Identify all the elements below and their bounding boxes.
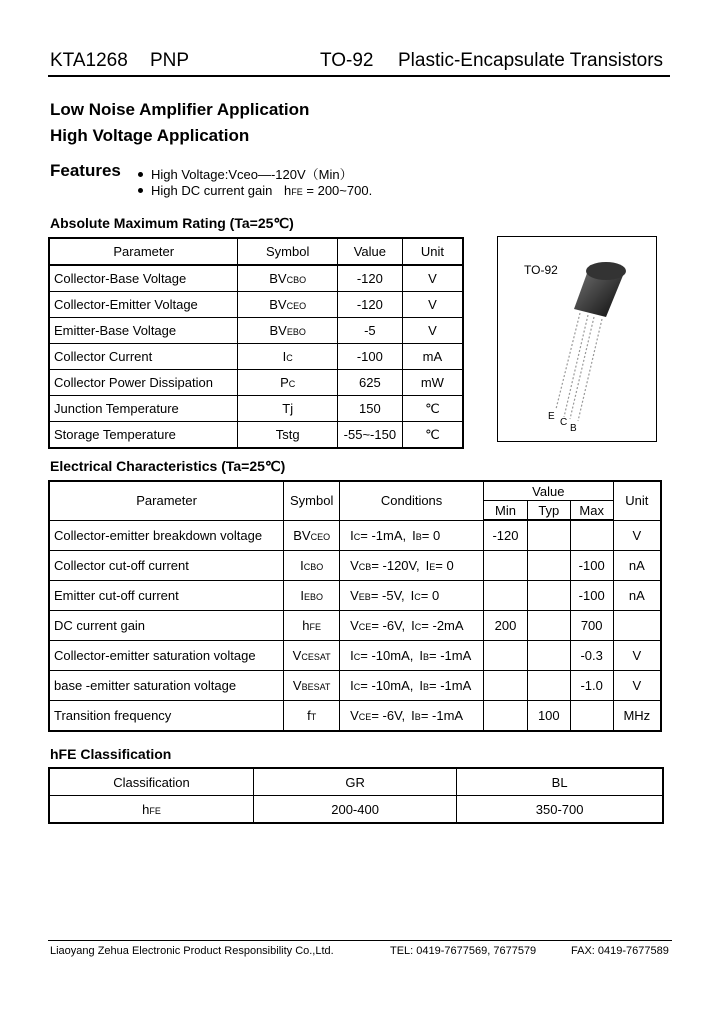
condition-part: V [350,588,359,603]
header-description: Plastic-Encapsulate Transistors [398,50,664,71]
value-cell: -55~-150 [337,422,402,449]
col-bl: BL [457,768,663,796]
unit-cell: V [402,318,463,344]
symbol-cell [284,611,340,641]
header-rule [48,75,670,77]
abs-max-title: Absolute Maximum Rating (Ta=25℃) [50,215,294,231]
col-parameter: Parameter [49,481,284,520]
max-cell [570,520,613,551]
param-cell: Transition frequency [49,701,284,732]
condition-part: V [350,558,359,573]
table-row [49,671,661,701]
symbol-cell [284,551,340,581]
symbol-cell [238,292,337,318]
min-cell [484,551,528,581]
symbol-main: BV [269,271,287,286]
footer-rule [48,940,672,941]
unit-cell: V [613,641,661,671]
symbol-cell [284,701,340,732]
symbol-main: BV [269,323,287,338]
value-cell: -5 [337,318,402,344]
condition-part: B [415,531,422,542]
condition-part: I [411,708,415,723]
unit-cell: nA [613,581,661,611]
param-cell: Storage Temperature [49,422,238,449]
symbol-sub: FE [309,622,322,632]
col-min: Min [484,501,528,521]
symbol-main: V [292,648,302,663]
col-unit: Unit [402,238,463,265]
condition-part: = -1mA [420,708,464,723]
table-row [49,581,661,611]
param-cell: base -emitter saturation voltage [49,671,284,701]
hfe-title: hFE Classification [50,746,172,762]
condition-part: C [353,652,361,662]
table-row [49,611,661,641]
value-cell: -120 [337,292,402,318]
package-name: TO-92 [320,50,374,71]
table-row [49,318,463,344]
max-cell: -100 [570,581,613,611]
symbol-main: I [300,588,304,603]
table-header-row [49,481,661,501]
max-cell: -0.3 [570,641,613,671]
conditions-cell [340,611,484,641]
typ-cell [527,671,570,701]
package-drawing [497,236,657,442]
footer-fax: FAX: 0419-7677589 [571,945,669,957]
col-parameter: Parameter [49,238,238,265]
bullet-icon [138,172,143,177]
symbol-sub: C [288,379,296,389]
max-cell: 700 [570,611,613,641]
condition-part: = -5V, [370,588,405,603]
param-cell: Collector Current [49,344,238,370]
footer-company: Liaoyang Zehua Electronic Product Responsibility Co.,Ltd. [50,945,334,957]
condition-part: V [350,708,359,723]
param-cell: Emitter-Base Voltage [49,318,238,344]
condition-part: I [350,678,354,693]
condition-part: C [414,622,422,632]
typ-cell [527,551,570,581]
unit-cell: V [613,520,661,551]
condition-part: = 0 [435,558,454,573]
table-row [49,370,463,396]
min-cell [484,641,528,671]
pin-b: B [570,423,577,434]
col-typ: Typ [527,501,570,521]
condition-part: = -120V, [371,558,420,573]
table-row [49,701,661,732]
typ-cell [527,641,570,671]
min-cell [484,701,528,732]
condition-part: EB [358,592,371,602]
conditions-cell [340,671,484,701]
transistor-type: PNP [150,50,190,71]
bullet-icon [138,188,143,193]
symbol-cell [238,318,337,344]
pin-c: C [560,417,568,428]
min-cell [484,581,528,611]
col-value: Value [337,238,402,265]
table-row [49,551,661,581]
symbol-sub: C [286,353,293,363]
symbol-main: Tstg [275,427,300,442]
symbol-main: Tj [282,401,294,416]
col-max: Max [570,501,613,521]
table-row [49,641,661,671]
param-cell: Emitter cut-off current [49,581,284,611]
symbol-sub: BESAT [301,682,331,692]
symbol-main: BV [269,297,287,312]
symbol-sub: EBO [286,327,306,337]
param-cell: Junction Temperature [49,396,238,422]
symbol-cell [238,422,337,449]
col-value: Value [484,481,614,501]
typ-cell: 100 [527,701,570,732]
symbol-sub: CEO [286,301,307,311]
condition-part: B [414,712,421,722]
feature-item-1: High Voltage:Vceo—-120V（Min） [138,164,353,183]
symbol-cell [238,370,337,396]
table-row [49,344,463,370]
condition-part: I [410,588,415,603]
electrical-table [48,480,662,732]
condition-part: = 0 [421,527,441,543]
col-classification: Classification [49,768,253,796]
typ-cell [527,611,570,641]
table-header-row [49,768,663,796]
unit-cell: ℃ [402,422,463,449]
unit-cell: nA [613,551,661,581]
hfe-bl-value: 350-700 [535,801,584,817]
symbol-cell [284,671,340,701]
param-cell: Collector-Base Voltage [49,265,238,292]
table-row [49,796,663,824]
condition-part: = -1mA, [360,527,407,543]
col-conditions: Conditions [340,481,484,520]
abs-max-table [48,237,464,449]
package-label: TO-92 [524,263,558,277]
symbol-cell [284,641,340,671]
max-cell: -1.0 [570,671,613,701]
table-row [49,265,463,292]
value-cell: 150 [337,396,402,422]
conditions-cell [340,520,484,551]
hfe-label: hFE [49,796,253,824]
condition-part: C [353,531,361,542]
unit-cell: mW [402,370,463,396]
symbol-main: BV [293,527,311,543]
symbol-main: I [282,349,287,364]
condition-part: I [425,558,430,573]
symbol-cell [238,265,337,292]
symbol-cell [238,396,337,422]
condition-part: B [422,682,429,692]
condition-part: = -1mA [429,648,472,663]
symbol-main: P [280,375,289,390]
symbol-cell [284,581,340,611]
pin-e: E [548,411,555,422]
condition-part: CE [358,622,372,632]
table-row [49,520,661,551]
symbol-main: V [292,678,302,693]
hfe-table [48,767,664,824]
condition-part: I [419,678,423,693]
param-cell: Collector-emitter saturation voltage [49,641,284,671]
unit-cell [613,611,661,641]
unit-cell: V [402,292,463,318]
symbol-sub: EBO [303,592,323,602]
symbol-main: I [300,558,304,573]
conditions-cell [340,551,484,581]
condition-part: E [429,562,436,572]
condition-part: B [422,652,429,662]
application-2: High Voltage Application [50,126,250,145]
table-row [49,292,463,318]
param-cell: Collector-emitter breakdown voltage [49,520,284,551]
param-cell: Collector-Emitter Voltage [49,292,238,318]
conditions-cell [340,641,484,671]
features-title: Features [50,161,121,180]
symbol-cell [284,520,340,551]
table-header-row [49,238,463,265]
condition-part: = -10mA, [360,678,414,693]
conditions-cell [340,701,484,732]
condition-part: I [350,527,354,543]
condition-part: I [412,527,416,543]
symbol-sub: CEO [310,531,331,542]
symbol-sub: CBO [286,275,307,285]
condition-part: = -10mA, [360,648,414,663]
symbol-main: h [302,618,310,633]
condition-part: = 0 [420,588,440,603]
table-row [49,422,463,449]
unit-cell: mA [402,344,463,370]
application-1: Low Noise Amplifier Application [50,100,310,119]
value-cell: -120 [337,265,402,292]
condition-part: CE [358,712,372,722]
unit-cell: V [402,265,463,292]
param-cell: DC current gain [49,611,284,641]
electrical-title: Electrical Characteristics (Ta=25℃) [50,458,286,474]
part-number: KTA1268 [50,50,128,71]
col-gr: GR [253,768,456,796]
condition-part: C [353,682,361,692]
condition-part: I [350,648,354,663]
symbol-cell [238,344,337,370]
param-cell: Collector Power Dissipation [49,370,238,396]
feature-item-2: High DC current gain hFE = 200~700. [138,183,372,198]
symbol-sub: CESAT [301,652,331,662]
min-cell: 200 [484,611,528,641]
min-cell: -120 [484,520,528,551]
symbol-sub: T [310,712,317,722]
condition-part: I [411,618,415,633]
condition-part: C [414,592,421,602]
unit-cell: MHz [613,701,661,732]
value-cell: -100 [337,344,402,370]
min-cell [484,671,528,701]
max-cell: -100 [570,551,613,581]
condition-part: = -2mA [421,618,464,633]
table-row [49,396,463,422]
footer-tel: TEL: 0419-7677569, 7677579 [390,945,537,957]
hfe-gr-value: 200-400 [253,796,456,824]
value-cell: 625 [337,370,402,396]
symbol-main: f [307,708,311,723]
typ-cell [527,520,570,551]
symbol-sub: CBO [303,562,324,572]
col-symbol: Symbol [284,481,340,520]
max-cell [570,701,613,732]
to92-icon [498,237,656,441]
condition-part: V [350,618,359,633]
col-symbol: Symbol [238,238,337,265]
condition-part: = -1mA [429,678,472,693]
condition-part: = -6V, [371,618,406,633]
col-unit: Unit [613,481,661,520]
unit-cell: ℃ [402,396,463,422]
condition-part: = -6V, [371,708,406,723]
param-cell: Collector cut-off current [49,551,284,581]
conditions-cell [340,581,484,611]
unit-cell: V [613,671,661,701]
condition-part: I [419,648,423,663]
typ-cell [527,581,570,611]
condition-part: CB [358,562,372,572]
